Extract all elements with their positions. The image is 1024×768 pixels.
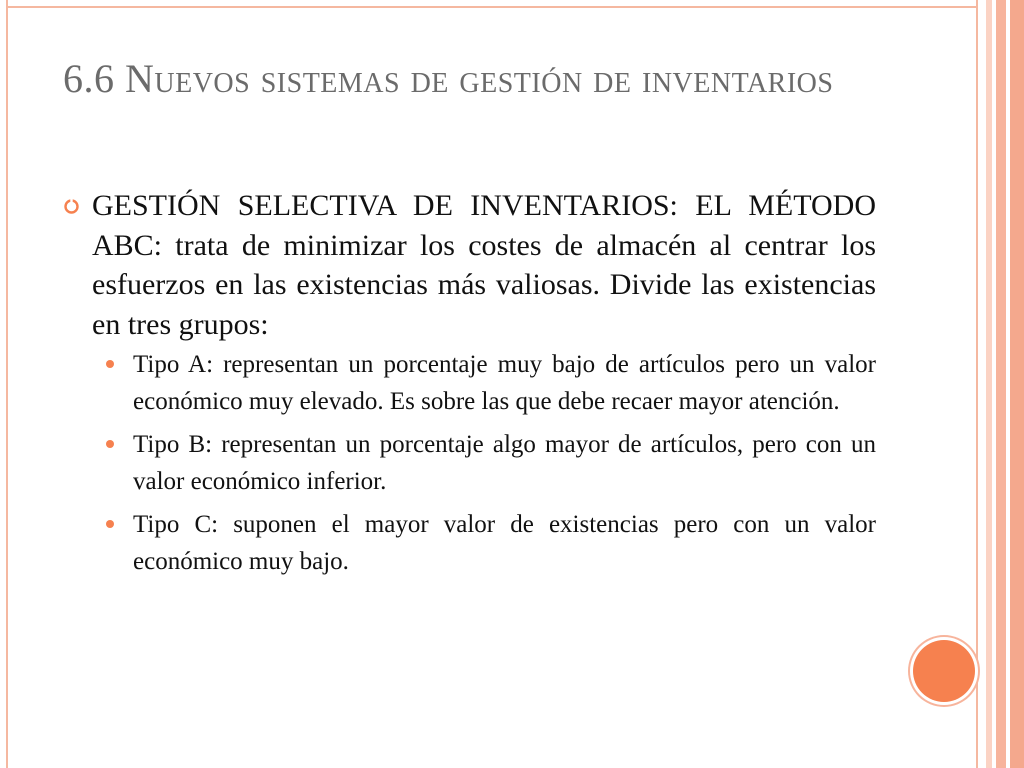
dot-bullet-icon bbox=[106, 360, 114, 368]
sub-bullet-item bbox=[64, 347, 876, 420]
main-bullet-item bbox=[64, 186, 876, 344]
sub-bullet-item bbox=[64, 507, 876, 580]
sub-bullet-list bbox=[64, 347, 876, 580]
stripe bbox=[1010, 0, 1024, 768]
main-bullet-text: GESTIÓN SELECTIVA DE INVENTARIOS: EL MÉTODO ABC: trata de minimizar los costes de almacén al centrar los esfuerzos en las existencias más valiosas. Divide las existencias en tres grupos: bbox=[92, 189, 876, 341]
decorative-circle bbox=[913, 640, 975, 702]
sub-bullet-text: Tipo B: representan un porcentaje algo mayor de artículos, pero con un valor económico inferior. bbox=[133, 431, 876, 495]
sub-bullet-text: Tipo A: representan un porcentaje muy bajo de artículos pero un valor económico muy elevado. Es sobre las que debe recaer mayor atención. bbox=[133, 351, 876, 415]
decorative-stripes bbox=[976, 0, 1024, 768]
stripe bbox=[978, 0, 986, 768]
dot-bullet-icon bbox=[106, 440, 114, 448]
sub-bullet-text: Tipo C: suponen el mayor valor de existencias pero con un valor económico muy bajo. bbox=[133, 511, 876, 575]
slide-title: 6.6 Nuevos sistemas de gestión de inventarios bbox=[63, 56, 834, 101]
sub-bullet-item bbox=[64, 427, 876, 500]
slide-content bbox=[64, 186, 876, 587]
frame-left-line bbox=[6, 0, 8, 768]
stripe bbox=[996, 0, 1006, 768]
frame-top-line bbox=[6, 6, 978, 8]
bullet-icon bbox=[64, 199, 79, 214]
dot-bullet-icon bbox=[106, 520, 114, 528]
